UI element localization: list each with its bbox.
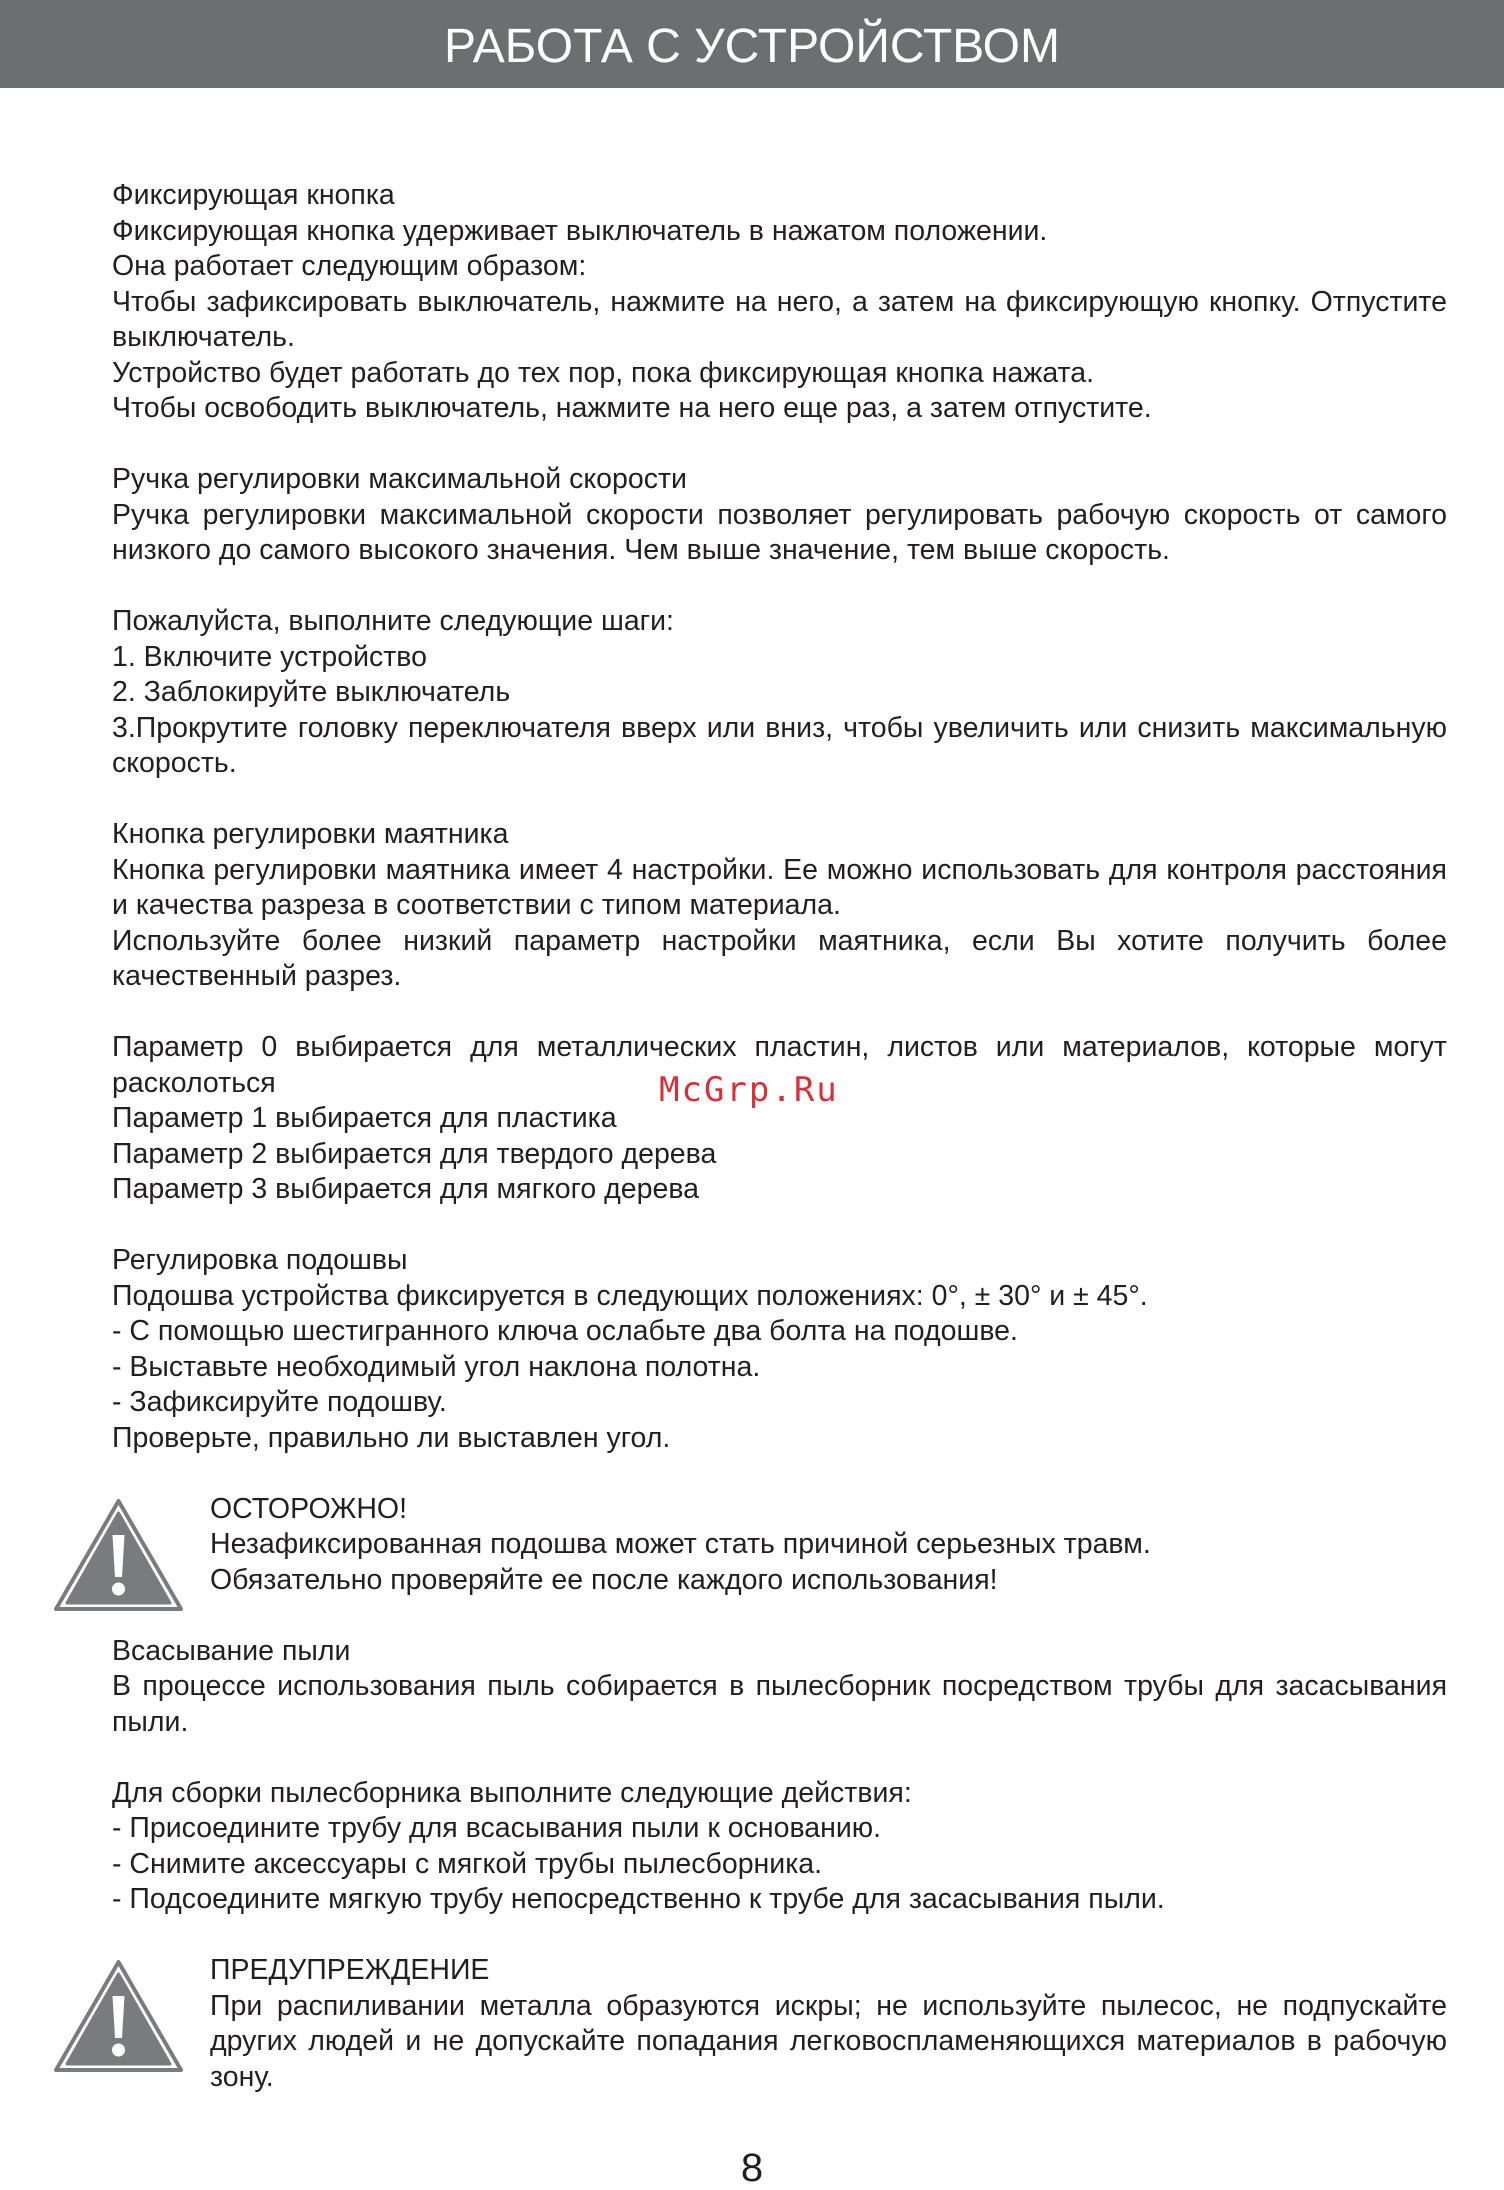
- watermark: McGrp.Ru: [659, 1070, 839, 1110]
- page-title: РАБОТА С УСТРОЙСТВОМ: [443, 20, 1060, 73]
- list-item: Параметр 1 выбирается для пластика: [112, 1102, 617, 1134]
- warning-triangle-icon: [52, 1958, 185, 2076]
- list-item: 3.Прокрутите головку переключателя вверх или вниз, чтобы увеличить или снизить максимальную скорость.: [112, 711, 1447, 779]
- sole-section: [112, 1243, 1447, 1456]
- paragraph: При распиливании металла образуются искры; не используйте пылесос, не подпускайте других людей и не допускайте попадания легковоспламеняющихся материалов в рабочую зону.: [210, 1989, 1447, 2093]
- section-title: Всасывание пыли: [112, 1634, 351, 1667]
- paragraph: Незафиксированная подошва может стать причиной серьезных травм.: [210, 1528, 1151, 1560]
- paragraph: Подошва устройства фиксируется в следующих положениях: 0°, ± 30° и ± 45°.: [112, 1279, 1148, 1312]
- list-item: 2. Заблокируйте выключатель: [112, 676, 511, 708]
- warning-block: [112, 1953, 1447, 2095]
- section-title: Ручка регулировки максимальной скорости: [112, 463, 687, 495]
- list-item: Параметр 2 выбирается для твердого дерева: [112, 1137, 717, 1170]
- steps-section: [112, 604, 1447, 782]
- paragraph: Ручка регулировки максимальной скорости позволяет регулировать рабочую скорость от самого низкого до самого высокого значения. Чем выше значение, тем выше скорость.: [112, 498, 1447, 566]
- list-item: - С помощью шестигранного ключа ослабьте два болта на подошве.: [112, 1315, 1018, 1347]
- assembly-section: [112, 1776, 1447, 1918]
- section-title: Регулировка подошвы: [112, 1244, 408, 1276]
- page-header: [0, 0, 1504, 88]
- paragraph: Она работает следующим образом:: [112, 250, 587, 282]
- paragraph: В процессе использования пыль собирается в пылесборник посредством трубы для засасывания пыли.: [112, 1670, 1447, 1738]
- list-item: Параметр 3 выбирается для мягкого дерева: [112, 1173, 699, 1205]
- dust-section: [112, 1634, 1447, 1741]
- list-item: - Снимите аксессуары с мягкой трубы пылесборника.: [112, 1847, 823, 1880]
- paragraph: Кнопка регулировки маятника имеет 4 настройки. Ее можно использовать для контроля расстояния и качества разреза в соответствии с типом материала.: [112, 853, 1447, 921]
- manual-body: [112, 178, 1447, 2095]
- list-item: - Присоедините трубу для всасывания пыли к основанию.: [112, 1812, 882, 1844]
- page-number: 8: [740, 2146, 764, 2190]
- warning-title: ПРЕДУПРЕЖДЕНИЕ: [210, 1954, 490, 1986]
- pendulum-section: [112, 817, 1447, 995]
- speed-knob-section: [112, 462, 1447, 569]
- paragraph: Устройство будет работать до тех пор, пока фиксирующая кнопка нажата.: [112, 356, 1095, 389]
- section-title: Фиксирующая кнопка: [112, 179, 395, 211]
- paragraph: Фиксирующая кнопка удерживает выключатель в нажатом положении.: [112, 214, 1048, 247]
- lock-button-section: [112, 178, 1447, 427]
- list-item: - Зафиксируйте подошву.: [112, 1386, 447, 1418]
- paragraph: Чтобы освободить выключатель, нажмите на него еще раз, а затем отпустите.: [112, 392, 1152, 424]
- paragraph: Чтобы зафиксировать выключатель, нажмите на него, а затем на фиксирующую кнопку. Отпустите выключатель.: [112, 285, 1447, 353]
- paragraph: Используйте более низкий параметр настройки маятника, если Вы хотите получить более качественный разрез.: [112, 924, 1447, 992]
- caution-title: ОСТОРОЖНО!: [210, 1492, 408, 1525]
- assembly-intro: Для сборки пылесборника выполните следующие действия:: [112, 1776, 912, 1809]
- paragraph: Проверьте, правильно ли выставлен угол.: [112, 1421, 671, 1454]
- warning-triangle-icon: [52, 1497, 185, 1615]
- list-item: - Подсоедините мягкую трубу непосредственно к трубе для засасывания пыли.: [112, 1883, 1165, 1915]
- caution-block: [112, 1492, 1447, 1599]
- parameters-section: [112, 1030, 1447, 1208]
- steps-intro: Пожалуйста, выполните следующие шаги:: [112, 605, 674, 637]
- list-item: - Выставьте необходимый угол наклона полотна.: [112, 1350, 761, 1383]
- list-item: Параметр 0 выбирается для металлических пластин, листов или материалов, которые могут расколоться: [112, 1031, 1447, 1099]
- paragraph: Обязательно проверяйте ее после каждого использования!: [210, 1563, 998, 1596]
- section-title: Кнопка регулировки маятника: [112, 818, 509, 850]
- list-item: 1. Включите устройство: [112, 640, 427, 673]
